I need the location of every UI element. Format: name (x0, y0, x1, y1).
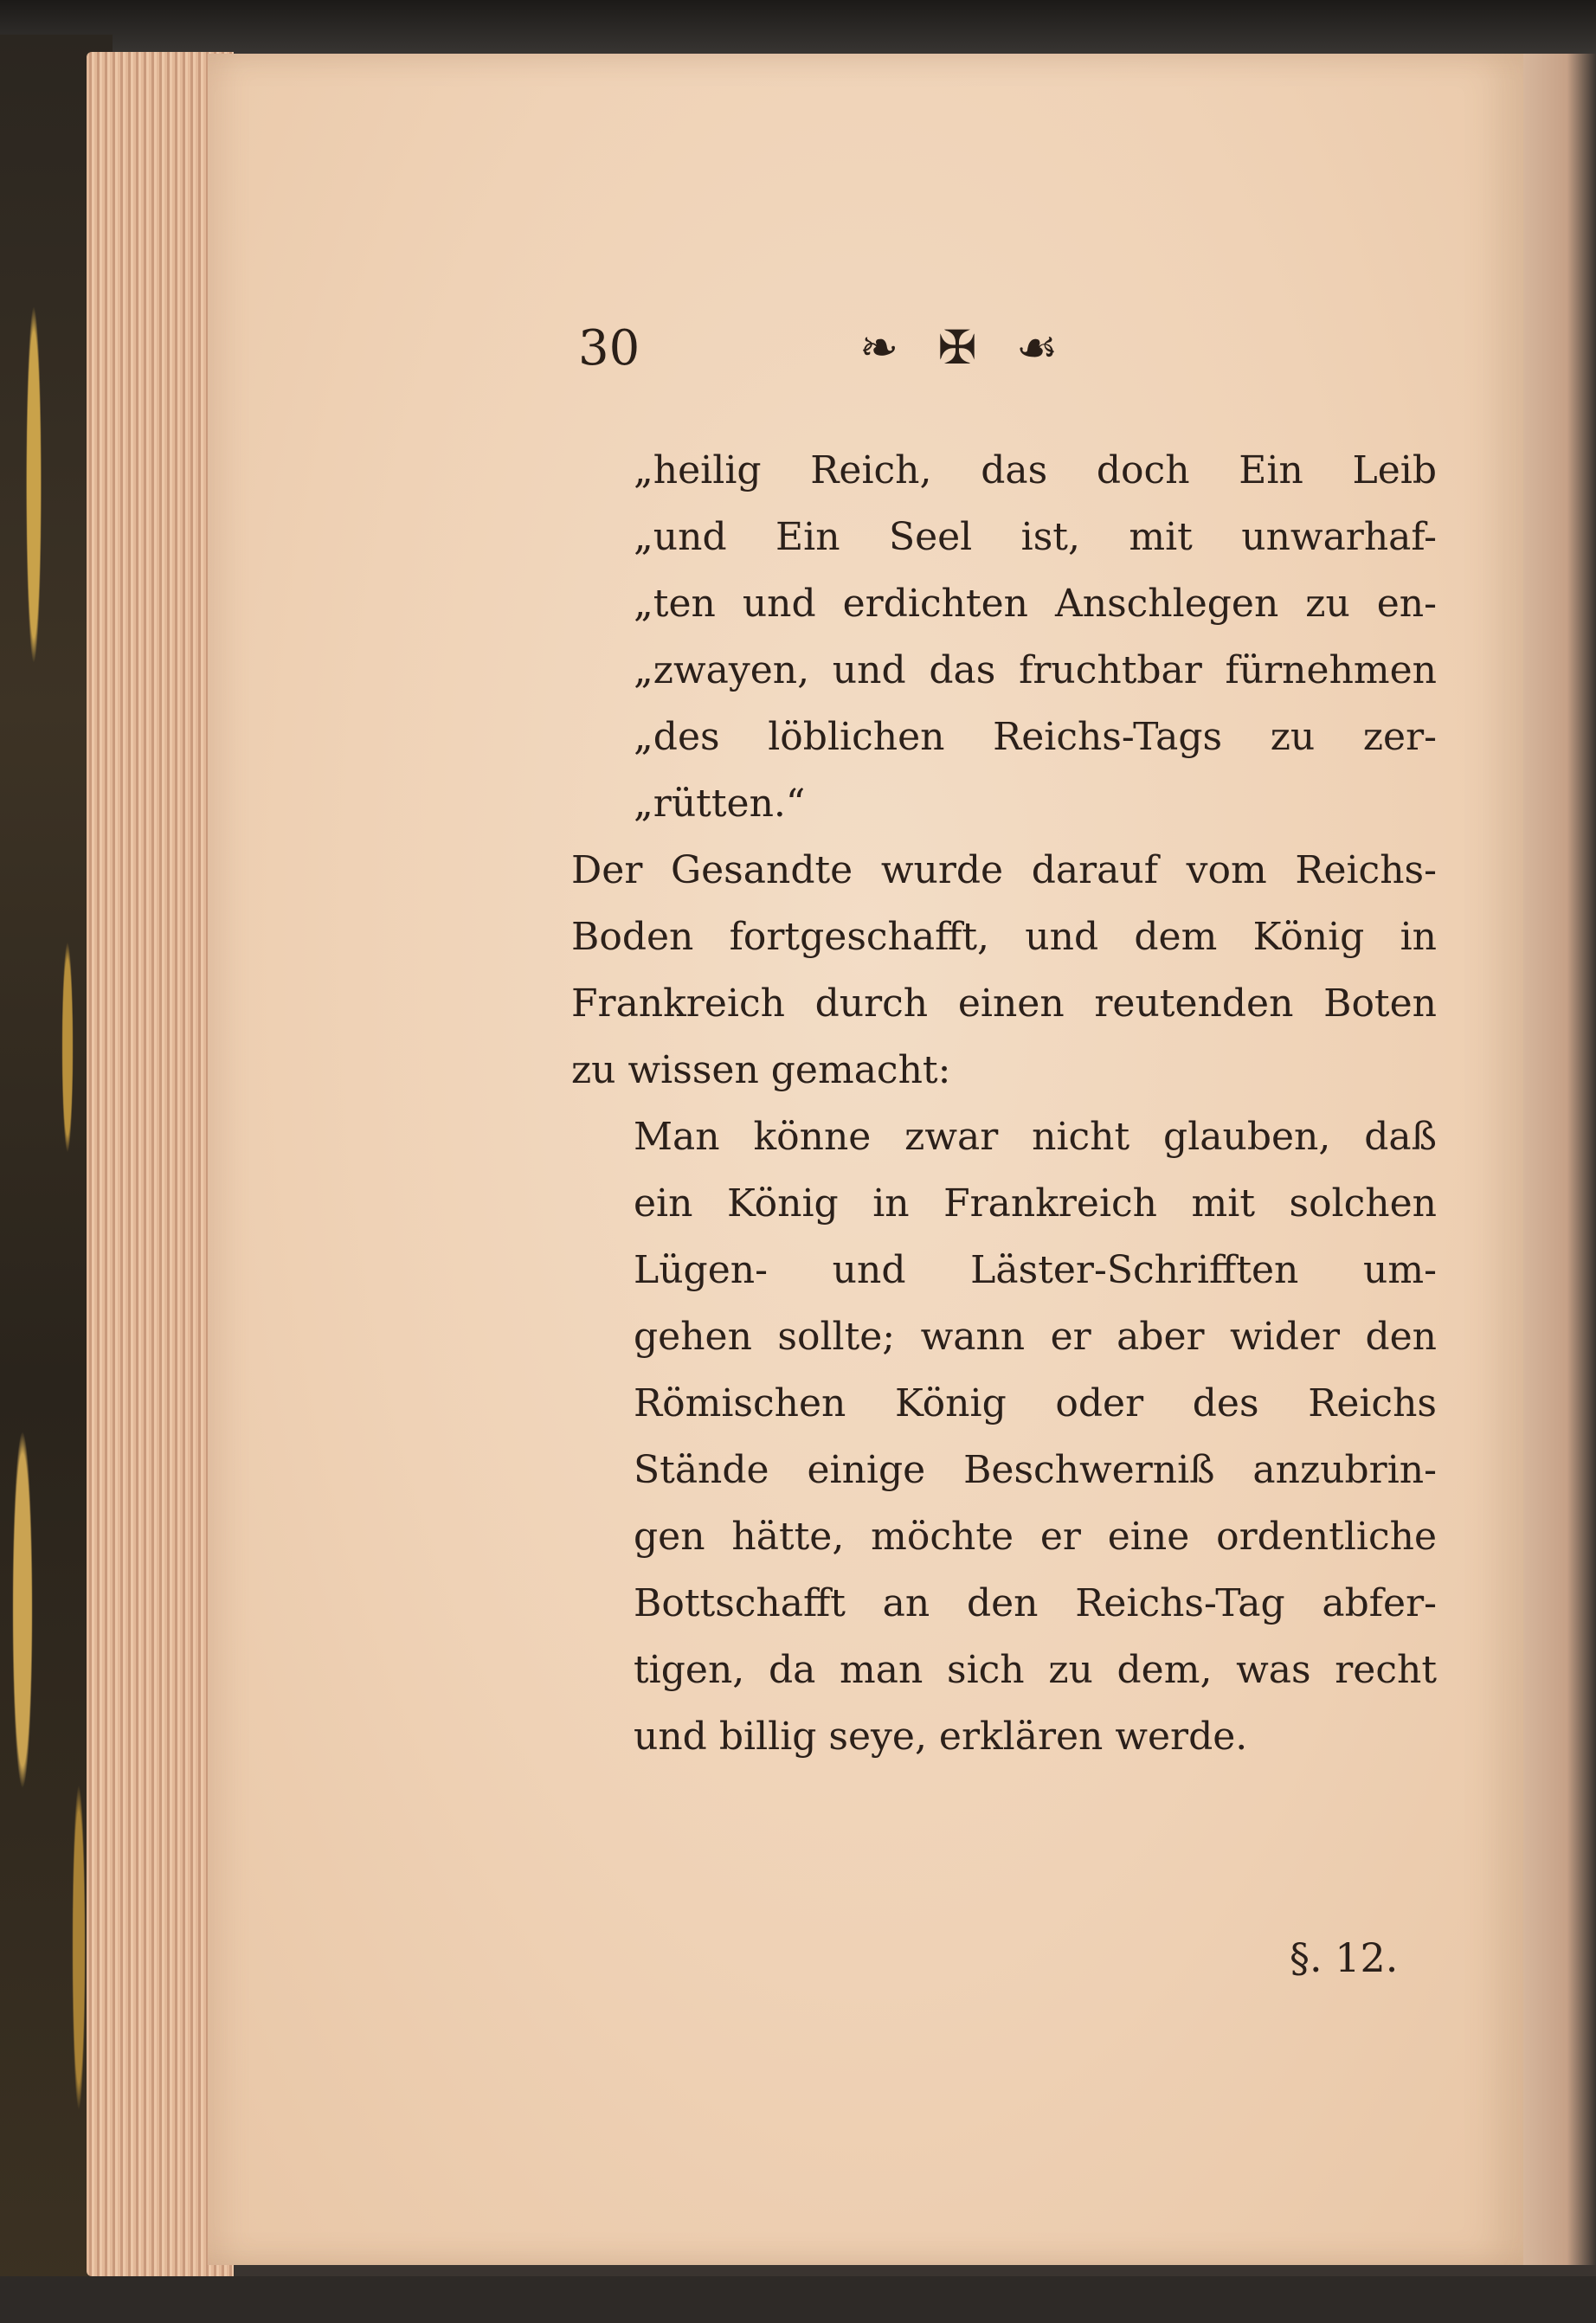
text-line: Lügen- und Läster-Schrifften um- (634, 1248, 1437, 1292)
text-line: Frankreich durch einen reutenden Boten (571, 981, 1437, 1026)
text-line: „heilig Reich, das doch Ein Leib (634, 448, 1437, 492)
section-catchword: §. 12. (1290, 1934, 1399, 1981)
scan-background-bottom (0, 2276, 1596, 2323)
text-line: „rütten.“ (634, 782, 806, 826)
text-line: Römischen König oder des Reichs (634, 1381, 1437, 1425)
text-line: tigen, da man sich zu dem, was recht (634, 1648, 1437, 1692)
text-line: „des löblichen Reichs-Tags zu zer- (634, 715, 1437, 759)
page-number: 30 (578, 320, 640, 376)
text-line: gehen sollte; wann er aber wider den (634, 1315, 1437, 1359)
text-line: Boden fortgeschafft, und dem König in (571, 915, 1437, 959)
text-line: „ten und erdichten Anschlegen zu en- (634, 582, 1437, 626)
text-line: und billig seye, erklären werde. (634, 1715, 1248, 1759)
text-line: „und Ein Seel ist, mit unwarhaf- (634, 515, 1437, 559)
text-line: gen hätte, möchte er eine ordentliche (634, 1515, 1437, 1559)
text-line: ein König in Frankreich mit solchen (634, 1181, 1437, 1226)
text-line: Stände einige Beschwerniß anzubrin- (634, 1448, 1437, 1492)
scan-background-top (0, 0, 1596, 61)
text-line: Man könne zwar nicht glauben, daß (634, 1115, 1437, 1159)
text-line: Bottschafft an den Reichs-Tag abfer- (634, 1581, 1437, 1625)
text-line: Der Gesandte wurde darauf vom Reichs- (571, 848, 1437, 892)
text-line: zu wissen gemacht: (571, 1048, 951, 1092)
text-line: „zwayen, und das fruchtbar fürnehmen (634, 648, 1437, 692)
page-right-edge (1523, 54, 1596, 2265)
ornament-icon: ❧ ✠ ☙ (859, 320, 1071, 375)
body-text (571, 437, 1437, 1770)
page-header (578, 320, 1444, 381)
